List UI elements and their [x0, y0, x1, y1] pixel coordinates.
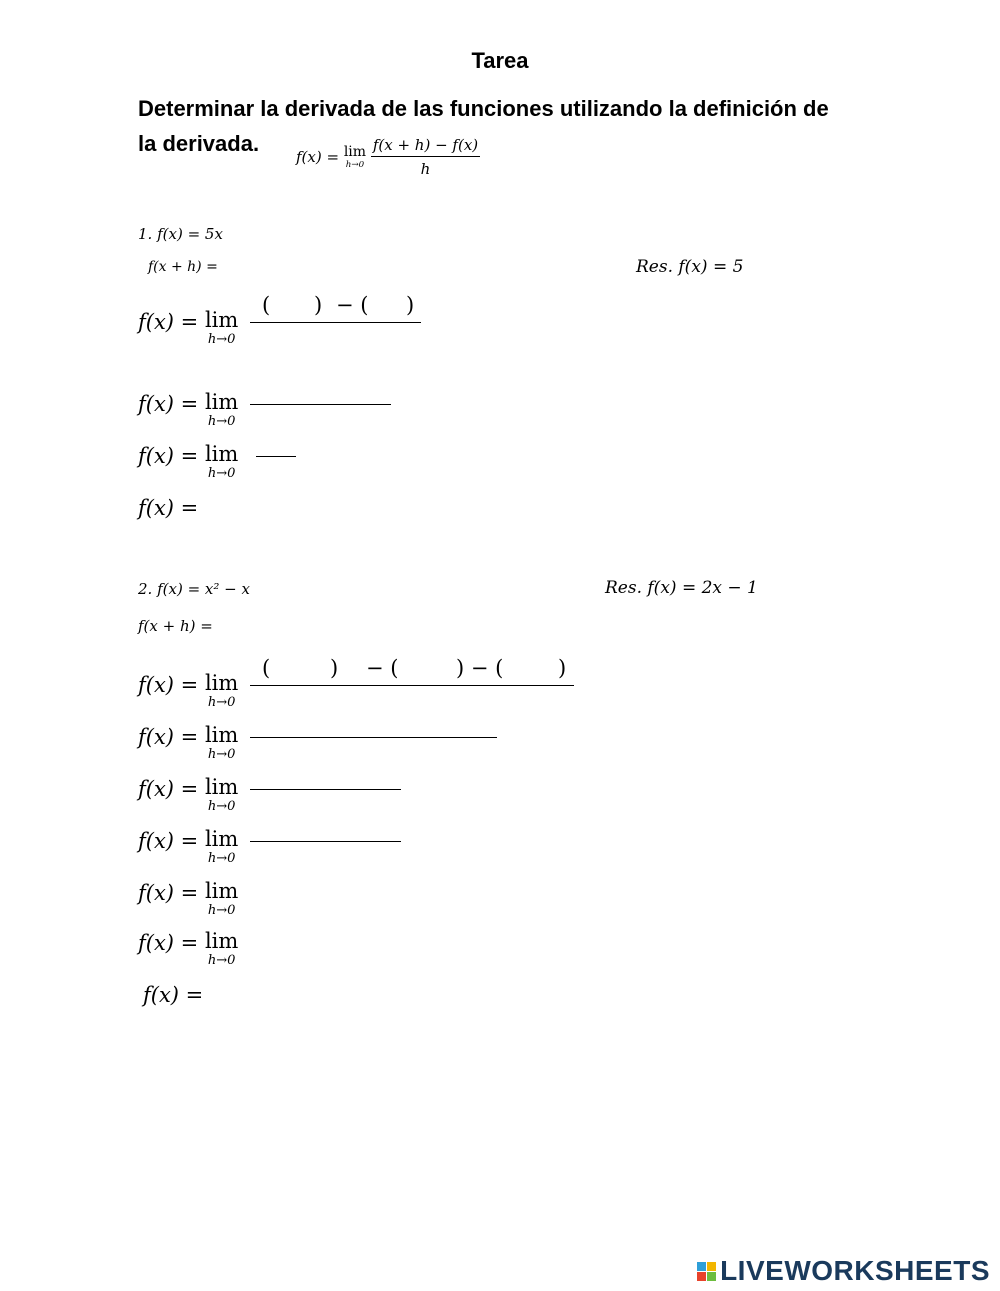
ex2-fraction-bar-2 [250, 737, 497, 738]
ex1-paren-mid: ) [314, 293, 323, 317]
ex1-fraction-bar-2 [250, 404, 391, 405]
instructions-line-1: Determinar la derivada de las funciones utilizando la definición de [138, 96, 829, 121]
ex2-fraction-bar-1 [250, 685, 574, 686]
ex2-paren-open-1: ( [262, 656, 271, 680]
ex1-paren-close-2: ) [406, 293, 415, 317]
ex2-result: f(x) = [143, 983, 204, 1007]
ex2-fraction-bar-3 [250, 789, 401, 790]
brand-name: LIVEWORKSHEETS [720, 1255, 990, 1286]
ex1-paren-open-1: ( [262, 293, 271, 317]
ex2-step-5: f(x) = lim h→0 [138, 879, 239, 918]
instructions-line-2: la derivada. [138, 131, 260, 156]
ex2-step-4: f(x) = lim h→0 [138, 827, 239, 866]
ex1-fraction-bar-1 [250, 322, 421, 323]
exercise-2-label: 2. f(x) = x² − x [138, 580, 250, 598]
ex2-close-minus-open: ) − ( [456, 656, 504, 680]
page-title: Tarea [471, 48, 529, 73]
liveworksheets-icon [697, 1262, 716, 1281]
ex1-fraction-bar-3 [256, 456, 296, 457]
ex2-minus-open-1: − ( [366, 656, 399, 680]
ex2-step-1: f(x) = lim h→0 [138, 671, 239, 710]
liveworksheets-logo [697, 1255, 990, 1287]
ex1-step-2: f(x) = lim h→0 [138, 390, 239, 429]
exercise-1-fxh: f(x + h) = [148, 259, 218, 275]
ex1-step-1: f(x) = lim h→0 [138, 308, 239, 347]
ex1-result: f(x) = [138, 496, 199, 520]
exercise-1-answer: Res. f(x) = 5 [636, 257, 744, 277]
ex1-minus-open: − ( [336, 293, 369, 317]
derivative-definition: f(x) = lim h→0 $\frac{f(x + h) - f(x)}{h}$ [296, 136, 479, 178]
exercise-2-answer: Res. f(x) = 2x − 1 [605, 578, 758, 598]
ex2-step-2: f(x) = lim h→0 [138, 723, 239, 762]
ex1-step-3: f(x) = lim h→0 [138, 442, 239, 481]
exercise-2-fxh: f(x + h) = [138, 617, 213, 635]
ex2-fraction-bar-4 [250, 841, 401, 842]
ex2-step-6: f(x) = lim h→0 [138, 929, 239, 968]
ex2-step-3: f(x) = lim h→0 [138, 775, 239, 814]
ex2-paren-close-3: ) [558, 656, 567, 680]
ex2-paren-close-1: ) [330, 656, 339, 680]
exercise-1-label: 1. f(x) = 5x [138, 225, 223, 243]
